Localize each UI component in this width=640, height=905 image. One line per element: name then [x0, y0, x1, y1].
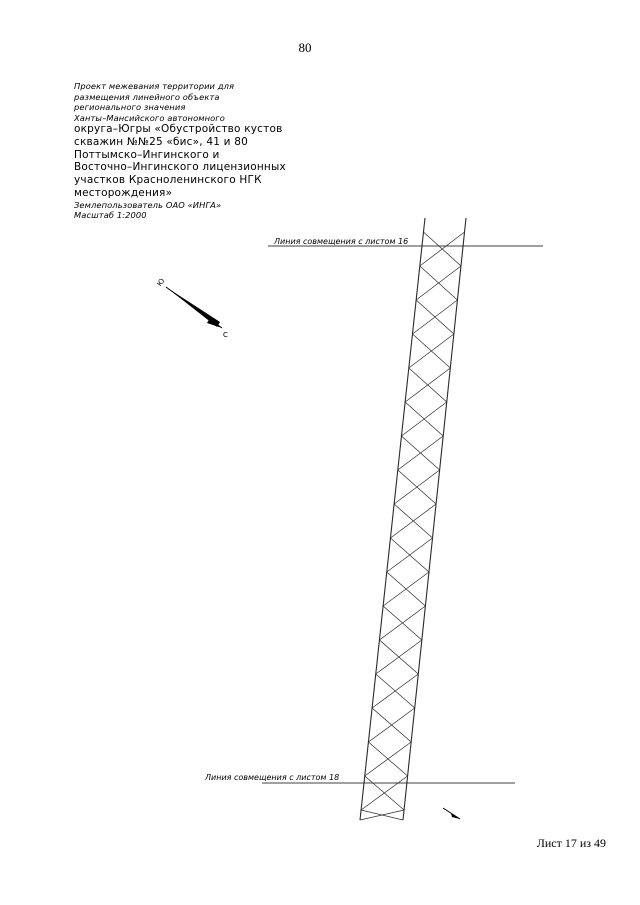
title-line: Ханты–Мансийского автономного: [74, 112, 225, 123]
pipeline-corridor: [360, 218, 466, 820]
corridor-brace: [372, 674, 418, 708]
title-line: Поттымско–Ингинского и: [74, 148, 220, 161]
corridor-brace: [420, 232, 465, 266]
corridor-brace: [409, 334, 454, 368]
north-arrow-north-label: С: [223, 331, 228, 339]
north-arrow-icon: [156, 277, 228, 339]
title-line: Проект межевания территории для: [74, 81, 235, 91]
corridor-brace: [416, 266, 461, 300]
title-line: месторождения»: [74, 186, 173, 199]
corridor-brace: [412, 300, 457, 334]
corridor-right-edge: [403, 218, 466, 820]
match-line-bottom: [204, 773, 515, 783]
title-line: Восточно–Ингинского лицензионных: [74, 161, 286, 174]
corridor-brace: [361, 776, 408, 810]
corridor-brace: [365, 742, 411, 776]
corridor-brace: [376, 640, 422, 674]
corridor-brace: [368, 708, 414, 742]
match-line-bottom-label: Линия совмещения с листом 18: [205, 773, 340, 782]
title-line: размещения линейного объекта: [74, 91, 220, 102]
match-line-top: [268, 237, 543, 246]
title-line: скважин №№25 «бис», 41 и 80: [74, 135, 248, 148]
page-number: 80: [298, 40, 312, 55]
corridor-brace: [401, 402, 446, 436]
corridor-brace: [405, 368, 450, 402]
title-line: участков Красноленинского НГК: [74, 174, 262, 187]
corridor-brace: [390, 504, 436, 538]
title-line: Землепользователь ОАО «ИНГА»: [74, 199, 222, 210]
title-line: округа–Югры «Обустройство кустов: [74, 123, 283, 135]
corridor-left-edge: [360, 218, 425, 820]
corridor-brace: [387, 538, 433, 572]
corridor-brace: [394, 470, 440, 504]
title-line: регионального значения: [74, 102, 186, 112]
sheet-counter: Лист 17 из 49: [536, 836, 606, 850]
small-north-arrow-icon: [443, 808, 460, 819]
match-line-top-label: Линия совмещения с листом 16: [274, 237, 409, 246]
corridor-brace: [398, 436, 443, 470]
corridor-brace: [379, 606, 425, 640]
corridor-brace: [383, 572, 429, 606]
north-arrow-south-label: Ю: [155, 277, 167, 288]
title-line: Масштаб 1:2000: [74, 210, 147, 221]
